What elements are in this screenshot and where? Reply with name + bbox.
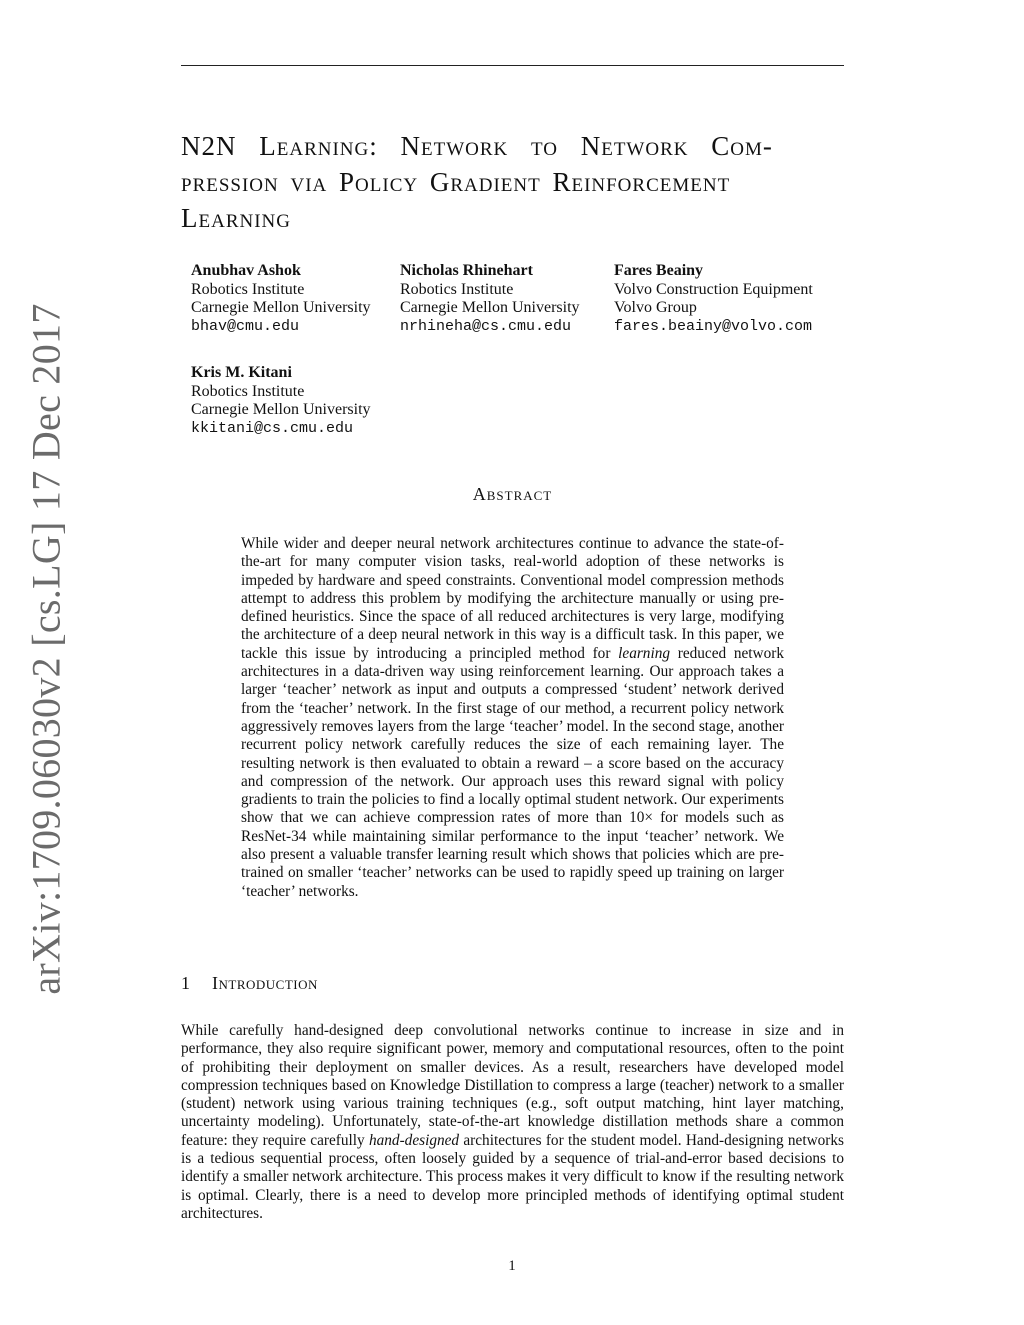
title-line-2: pression via Policy Gradient Reinforcement: [181, 167, 731, 197]
author-affiliation: Volvo Construction Equipment: [614, 280, 813, 298]
paper-title: [181, 128, 844, 236]
author-email[interactable]: nrhineha@cs.cmu.edu: [400, 317, 572, 335]
author-email[interactable]: bhav@cmu.edu: [191, 317, 300, 335]
abstract-emphasis: learning: [618, 644, 670, 662]
author-organization: Volvo Group: [614, 299, 697, 316]
author-block: [191, 364, 371, 438]
top-rule: [181, 65, 844, 66]
section-title: Introduction: [212, 973, 318, 993]
introduction-text-part-1: While carefully hand-designed deep convolutional networks continue to increase in size and in performance, they also require significant power, memory and computational resources, often to the point of prohibiting their deployment on smaller devices. As a result, researchers have developed model compression techniques based on Knowledge Distillation to compress a large (teacher) network to a smaller (student) network using various training techniques (e.g., soft output matching, hint layer matching, uncertainty modeling). Unfortunately, state-of-the-art knowledge distillation methods share a common feature: they require carefully: [181, 1022, 844, 1149]
author-email[interactable]: fares.beainy@volvo.com: [614, 317, 813, 335]
author-affiliation: Robotics Institute: [191, 280, 305, 298]
author-organization: Carnegie Mellon University: [191, 401, 371, 418]
section-heading-introduction: [181, 973, 318, 994]
author-block: [614, 262, 813, 336]
section-number: 1: [181, 973, 191, 993]
abstract-text: [241, 535, 784, 901]
abstract-text-part-1: While wider and deeper neural network architectures continue to advance the state-of-the-art for many computer vision tasks, real-world adoption of these networks is impeded by hardware and speed constraints. Conventional model compression methods attempt to address this problem by modifying the architecture manually or using pre-defined heuristics. Since the space of all reduced architectures is very large, modifying the architecture of a deep neural network in this way is a difficult task. In this paper, we tackle this issue by introducing a principled method for: [241, 535, 784, 662]
arxiv-identifier: arXiv:1709.06030v2 [cs.LG] 17 Dec 2017: [23, 303, 69, 995]
introduction-text: [181, 1022, 844, 1223]
page-number: 1: [508, 1258, 516, 1274]
author-organization: Carnegie Mellon University: [191, 299, 371, 316]
author-affiliation: Robotics Institute: [191, 382, 305, 400]
author-name: Anubhav Ashok: [191, 262, 301, 279]
author-name: Fares Beainy: [614, 262, 704, 279]
title-line-1: N2N Learning: Network to Network Com-: [181, 131, 773, 161]
author-block: [191, 262, 371, 336]
abstract-heading: Abstract: [472, 484, 553, 504]
author-affiliation: Robotics Institute: [400, 280, 514, 298]
author-organization: Carnegie Mellon University: [400, 299, 580, 316]
author-name: Kris M. Kitani: [191, 364, 292, 381]
author-block: [400, 262, 580, 336]
introduction-text-part-2: architectures for the student model. Hand-designing networks is a tedious sequential process, often loosely guided by a sequence of trial-and-error based decisions to identify a smaller network architecture. This process makes it very difficult to know if the resulting network is optimal. Clearly, there is a need to develop more principled methods of identifying optimal student architectures.: [181, 1131, 844, 1222]
title-line-3: Learning: [181, 203, 291, 233]
author-name: Nicholas Rhinehart: [400, 262, 533, 279]
abstract-text-part-2: reduced network architectures in a data-driven way using reinforcement learning. Our approach takes a larger ‘teacher’ network as input and outputs a compressed ‘student’ network derived from the ‘teacher’ network. In the first stage of our method, a recurrent policy network aggressively removes layers from the large ‘teacher’ model. In the second stage, another recurrent policy network carefully reduces the size of each remaining layer. The resulting network is then evaluated to obtain a reward – a score based on the accuracy and compression of the network. Our approach uses this reward signal with policy gradients to train the policies to find a locally optimal student network. Our experiments show that we can achieve compression rates of more than 10× for models such as ResNet-34 while maintaining similar performance to the input ‘teacher’ network. We also present a valuable transfer learning result which shows that policies which are pre-trained on smaller ‘teacher’ networks can be used to rapidly speed up training on larger ‘teacher’ networks.: [241, 644, 784, 900]
introduction-emphasis: hand-designed: [368, 1131, 460, 1149]
author-email[interactable]: kkitani@cs.cmu.edu: [191, 419, 354, 437]
